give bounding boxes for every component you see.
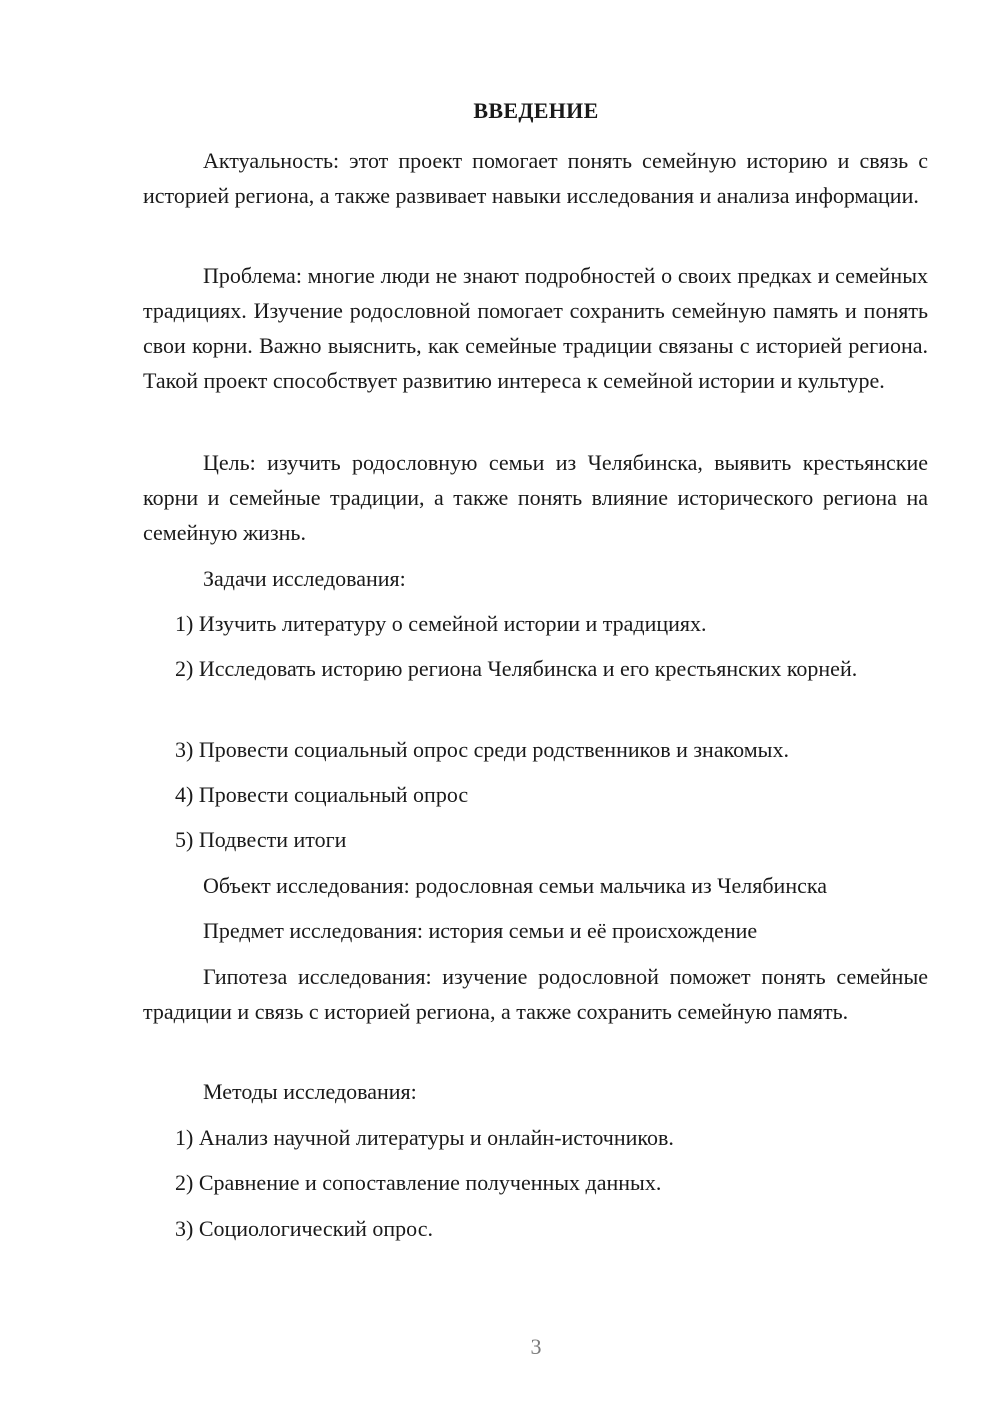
task-item-4: 4) Провести социальный опрос (175, 782, 469, 807)
method-item-2: 2) Сравнение и сопоставление полученных данных. (175, 1170, 662, 1195)
page-number: 3 (530, 1334, 542, 1359)
goal-paragraph: Цель: изучить родословную семьи из Челябинска, выявить крестьянские корни и семейные традиции, а также понять влияние исторического региона на семейную жизнь. (143, 450, 928, 545)
relevance-paragraph: Актуальность: этот проект помогает понять семейную историю и связь с историей региона, а также развивает навыки исследования и анализа информации. (143, 148, 928, 208)
method-item-3: 3) Социологический опрос. (175, 1216, 433, 1241)
problem-paragraph: Проблема: многие люди не знают подробностей о своих предках и семейных традициях. Изучение родословной помогает сохранить семейную память и понять свои корни. Важно выяснить, как семейные традиции связаны с историей региона. Такой проект способствует развитию интереса к семейной истории и культуре. (143, 263, 928, 393)
task-item-5: 5) Подвести итоги (175, 827, 347, 852)
tasks-heading: Задачи исследования: (203, 566, 406, 591)
method-item-1: 1) Анализ научной литературы и онлайн-источников. (175, 1125, 674, 1150)
section-title: ВВЕДЕНИЕ (473, 98, 599, 123)
hypothesis-paragraph: Гипотеза исследования: изучение родословной поможет понять семейные традиции и связь с историей региона, а также сохранить семейную память. (143, 964, 928, 1024)
methods-heading: Методы исследования: (203, 1079, 417, 1104)
subject-paragraph: Предмет исследования: история семьи и её происхождение (203, 918, 758, 943)
task-item-3: 3) Провести социальный опрос среди родственников и знакомых. (175, 737, 789, 762)
object-paragraph: Объект исследования: родословная семьи мальчика из Челябинска (203, 873, 827, 898)
task-item-2: 2) Исследовать историю региона Челябинска и его крестьянских корней. (175, 656, 858, 681)
task-item-1: 1) Изучить литературу о семейной истории и традициях. (175, 611, 707, 636)
